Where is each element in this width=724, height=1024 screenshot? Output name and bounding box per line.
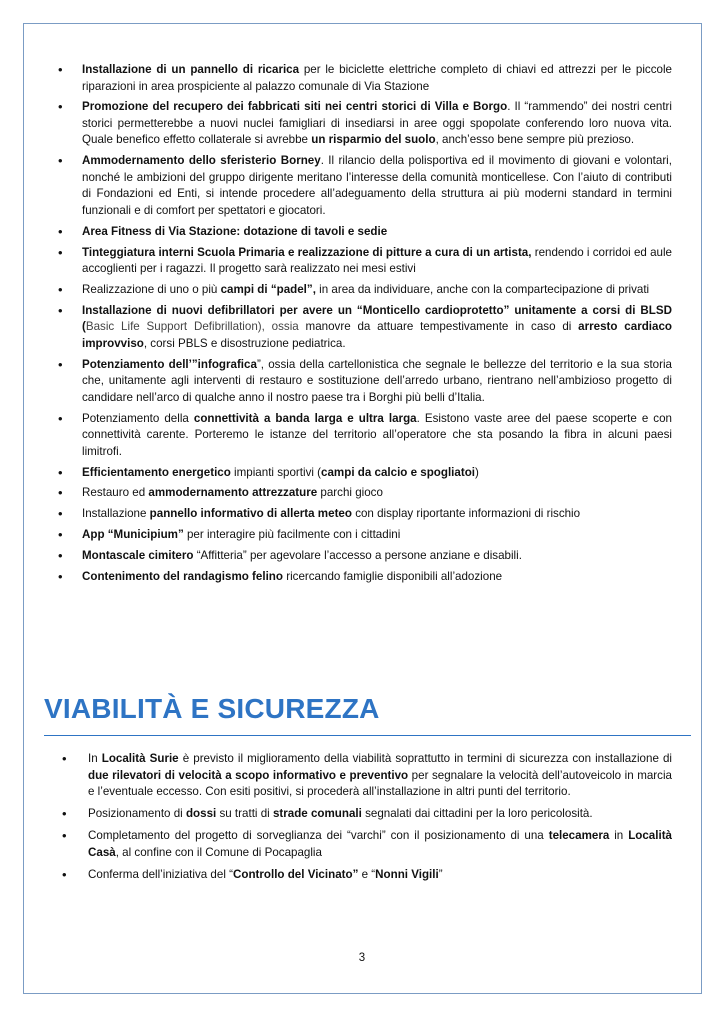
bold-text: Località Surie — [101, 752, 179, 765]
bold-text: pannello informativo di allerta meteo — [149, 507, 352, 521]
text-run: “Affitteria” per agevolare l’accesso a persone anziane e disabili. — [193, 549, 522, 563]
text-run: Conferma dell’iniziativa del “ — [88, 867, 233, 881]
text-run: segnalati dai cittadini per la loro pericolosità. — [361, 807, 593, 820]
text-run: , anch’esso bene sempre più prezioso. — [435, 133, 635, 147]
text-run: Posizionamento di — [88, 807, 186, 820]
text-run: per segnalare la velocità dell’autoveicolo in marcia e l’eventuale eccesso. Con esiti positivi, si procederà all’installazione in altri punti del territorio. — [88, 768, 672, 798]
page-number: 3 — [358, 952, 366, 964]
text-run: in — [609, 829, 629, 842]
text-run: In — [88, 752, 102, 765]
bold-text: telecamera — [548, 829, 610, 842]
bold-text: un risparmio del suolo — [311, 133, 436, 147]
list-item — [58, 153, 672, 219]
text-run: con display riportante informazioni di rischio — [351, 507, 581, 521]
bold-text: connettività a banda larga e ultra larga — [193, 411, 417, 425]
bold-text: Località Casà — [88, 829, 672, 859]
text-run: ricercando famiglie disponibili all’adozione — [282, 569, 503, 583]
list-item — [58, 411, 672, 461]
text-run: impianti sportivi ( — [230, 465, 322, 479]
text-run: parchi gioco — [317, 486, 383, 500]
bold-text: campi di “padel”, — [220, 282, 316, 296]
text-run: Installazione — [82, 507, 150, 521]
text-run: ”, ossia della cartellonistica che segnale le bellezze del territorio e la sua storia che, unitamente agli interventi di restauro e sostituzione dell’arredo urbano, rientrano nell’ambizioso progetto di candidare nell’arco di qualche anno il nostro paese tra i Borghi più belli d’Italia. — [82, 357, 673, 404]
text-run: e “ — [358, 867, 376, 881]
list-item — [58, 224, 672, 241]
bold-text: Installazione di nuovi defibrillatori per avere un “Monticello cardioprotetto” unitamente a corsi di BLSD ( — [82, 303, 672, 334]
list-item — [58, 485, 672, 502]
text-run: ) — [475, 465, 479, 479]
heading-rule — [44, 735, 691, 736]
projects-list — [58, 62, 672, 590]
bold-text: ammodernamento attrezzature — [148, 486, 318, 500]
bold-text: Contenimento del randagismo felino — [82, 569, 283, 583]
text-run: , al confine con il Comune di Pocapaglia — [115, 845, 322, 859]
bold-text: Promozione del recupero dei fabbricati siti nei centri storici di Villa e Borgo — [82, 100, 508, 114]
text-run: è previsto il miglioramento della viabilità soprattutto in termini di sicurezza con installazione di — [178, 752, 672, 765]
list-item — [62, 751, 672, 801]
bold-text: Potenziamento dell’”infografica — [82, 357, 257, 371]
text-run: Completamento del progetto di sorveglianza dei “varchi” con il posizionamento di una — [88, 829, 549, 842]
text-run: . Il rilancio della polisportiva ed il movimento di giovani e volontari, nonché le ambizioni del gruppo dirigente meritano l’interesse della comunità monticellese. Con l’aiuto di contributi di Fondazioni ed Enti, si intende procedere all’adeguamento della struttura ai più moderni standard in termini funzionali e di comfort per spettatori e giocatori. — [82, 154, 672, 217]
bold-text: dossi — [185, 807, 217, 820]
list-item — [58, 282, 672, 299]
list-item — [58, 465, 672, 482]
text-run: per interagire più facilmente con i cittadini — [183, 528, 401, 542]
list-item — [58, 548, 672, 565]
bold-text: arresto cardiaco improvviso — [82, 320, 672, 350]
list-item — [62, 867, 672, 884]
bold-text: Area Fitness di Via Stazione: dotazione di tavoli e sedie — [82, 224, 388, 238]
list-item — [58, 62, 672, 95]
list-item — [58, 357, 672, 407]
text-run: rendendo i corridoi ed aule accoglienti per i ragazzi. Il progetto sarà realizzato nei mesi estivi — [82, 245, 672, 276]
section-heading: VIABILITÀ E SICUREZZA — [44, 693, 380, 724]
text-run: per le biciclette elettriche completo di chiavi ed attrezzi per le piccole riparazioni in area prospiciente al palazzo comunale di Via Stazione — [82, 63, 672, 93]
list-item — [58, 506, 672, 523]
list-item — [58, 527, 672, 544]
bold-text: Controllo del Vicinato” — [232, 867, 359, 881]
text-run: Basic Life Support Defibrillation), ossia — [85, 320, 299, 334]
text-run: ” — [438, 867, 443, 881]
list-item — [58, 245, 672, 278]
bold-text: due rilevatori di velocità a scopo informativo e preventivo — [88, 768, 409, 782]
text-run: Potenziamento della — [82, 411, 194, 425]
text-run: . Il “rammendo” dei nostri centri storici permetterebbe a nuovi nuclei famigliari di insediarsi in aree oggi spopolate conferendo loro nuova vita. Quale benefico effetto collaterale si avrebbe — [82, 100, 672, 147]
text-run: . Esistono vaste aree del paese scoperte e con connettività carente. Porteremo le istanze del territorio all’operatore che sta posando la fibra in alcuni paesi limitrofi. — [82, 411, 672, 458]
text-run: in area da individuare, anche con la compartecipazione di privati — [315, 282, 650, 296]
list-item — [58, 99, 672, 149]
text-run: Realizzazione di uno o più — [82, 282, 221, 296]
bold-text: strade comunali — [272, 807, 362, 820]
text-run: su tratti di — [216, 807, 273, 820]
list-item — [62, 806, 672, 823]
bold-text: App “Municipium” — [82, 528, 184, 542]
bold-text: Montascale cimitero — [82, 549, 194, 563]
viabilita-list — [62, 751, 672, 889]
list-item — [58, 569, 672, 586]
list-item — [58, 303, 672, 353]
text-run: manovre da attuare tempestivamente in caso di — [298, 320, 579, 334]
text-run: , corsi PBLS e disostruzione pediatrica. — [143, 336, 346, 350]
bold-text: Ammodernamento dello sferisterio Borney — [82, 154, 321, 168]
bold-text: Installazione di un pannello di ricarica — [82, 63, 300, 76]
bold-text: Tinteggiatura interni Scuola Primaria e realizzazione di pitture a cura di un artista, — [82, 245, 532, 259]
text-run: Restauro ed — [82, 486, 149, 500]
bold-text: campi da calcio e spogliatoi — [321, 465, 476, 479]
bold-text: Nonni Vigili — [375, 867, 439, 881]
bold-text: Efficientamento energetico — [82, 465, 231, 479]
list-item — [62, 828, 672, 861]
